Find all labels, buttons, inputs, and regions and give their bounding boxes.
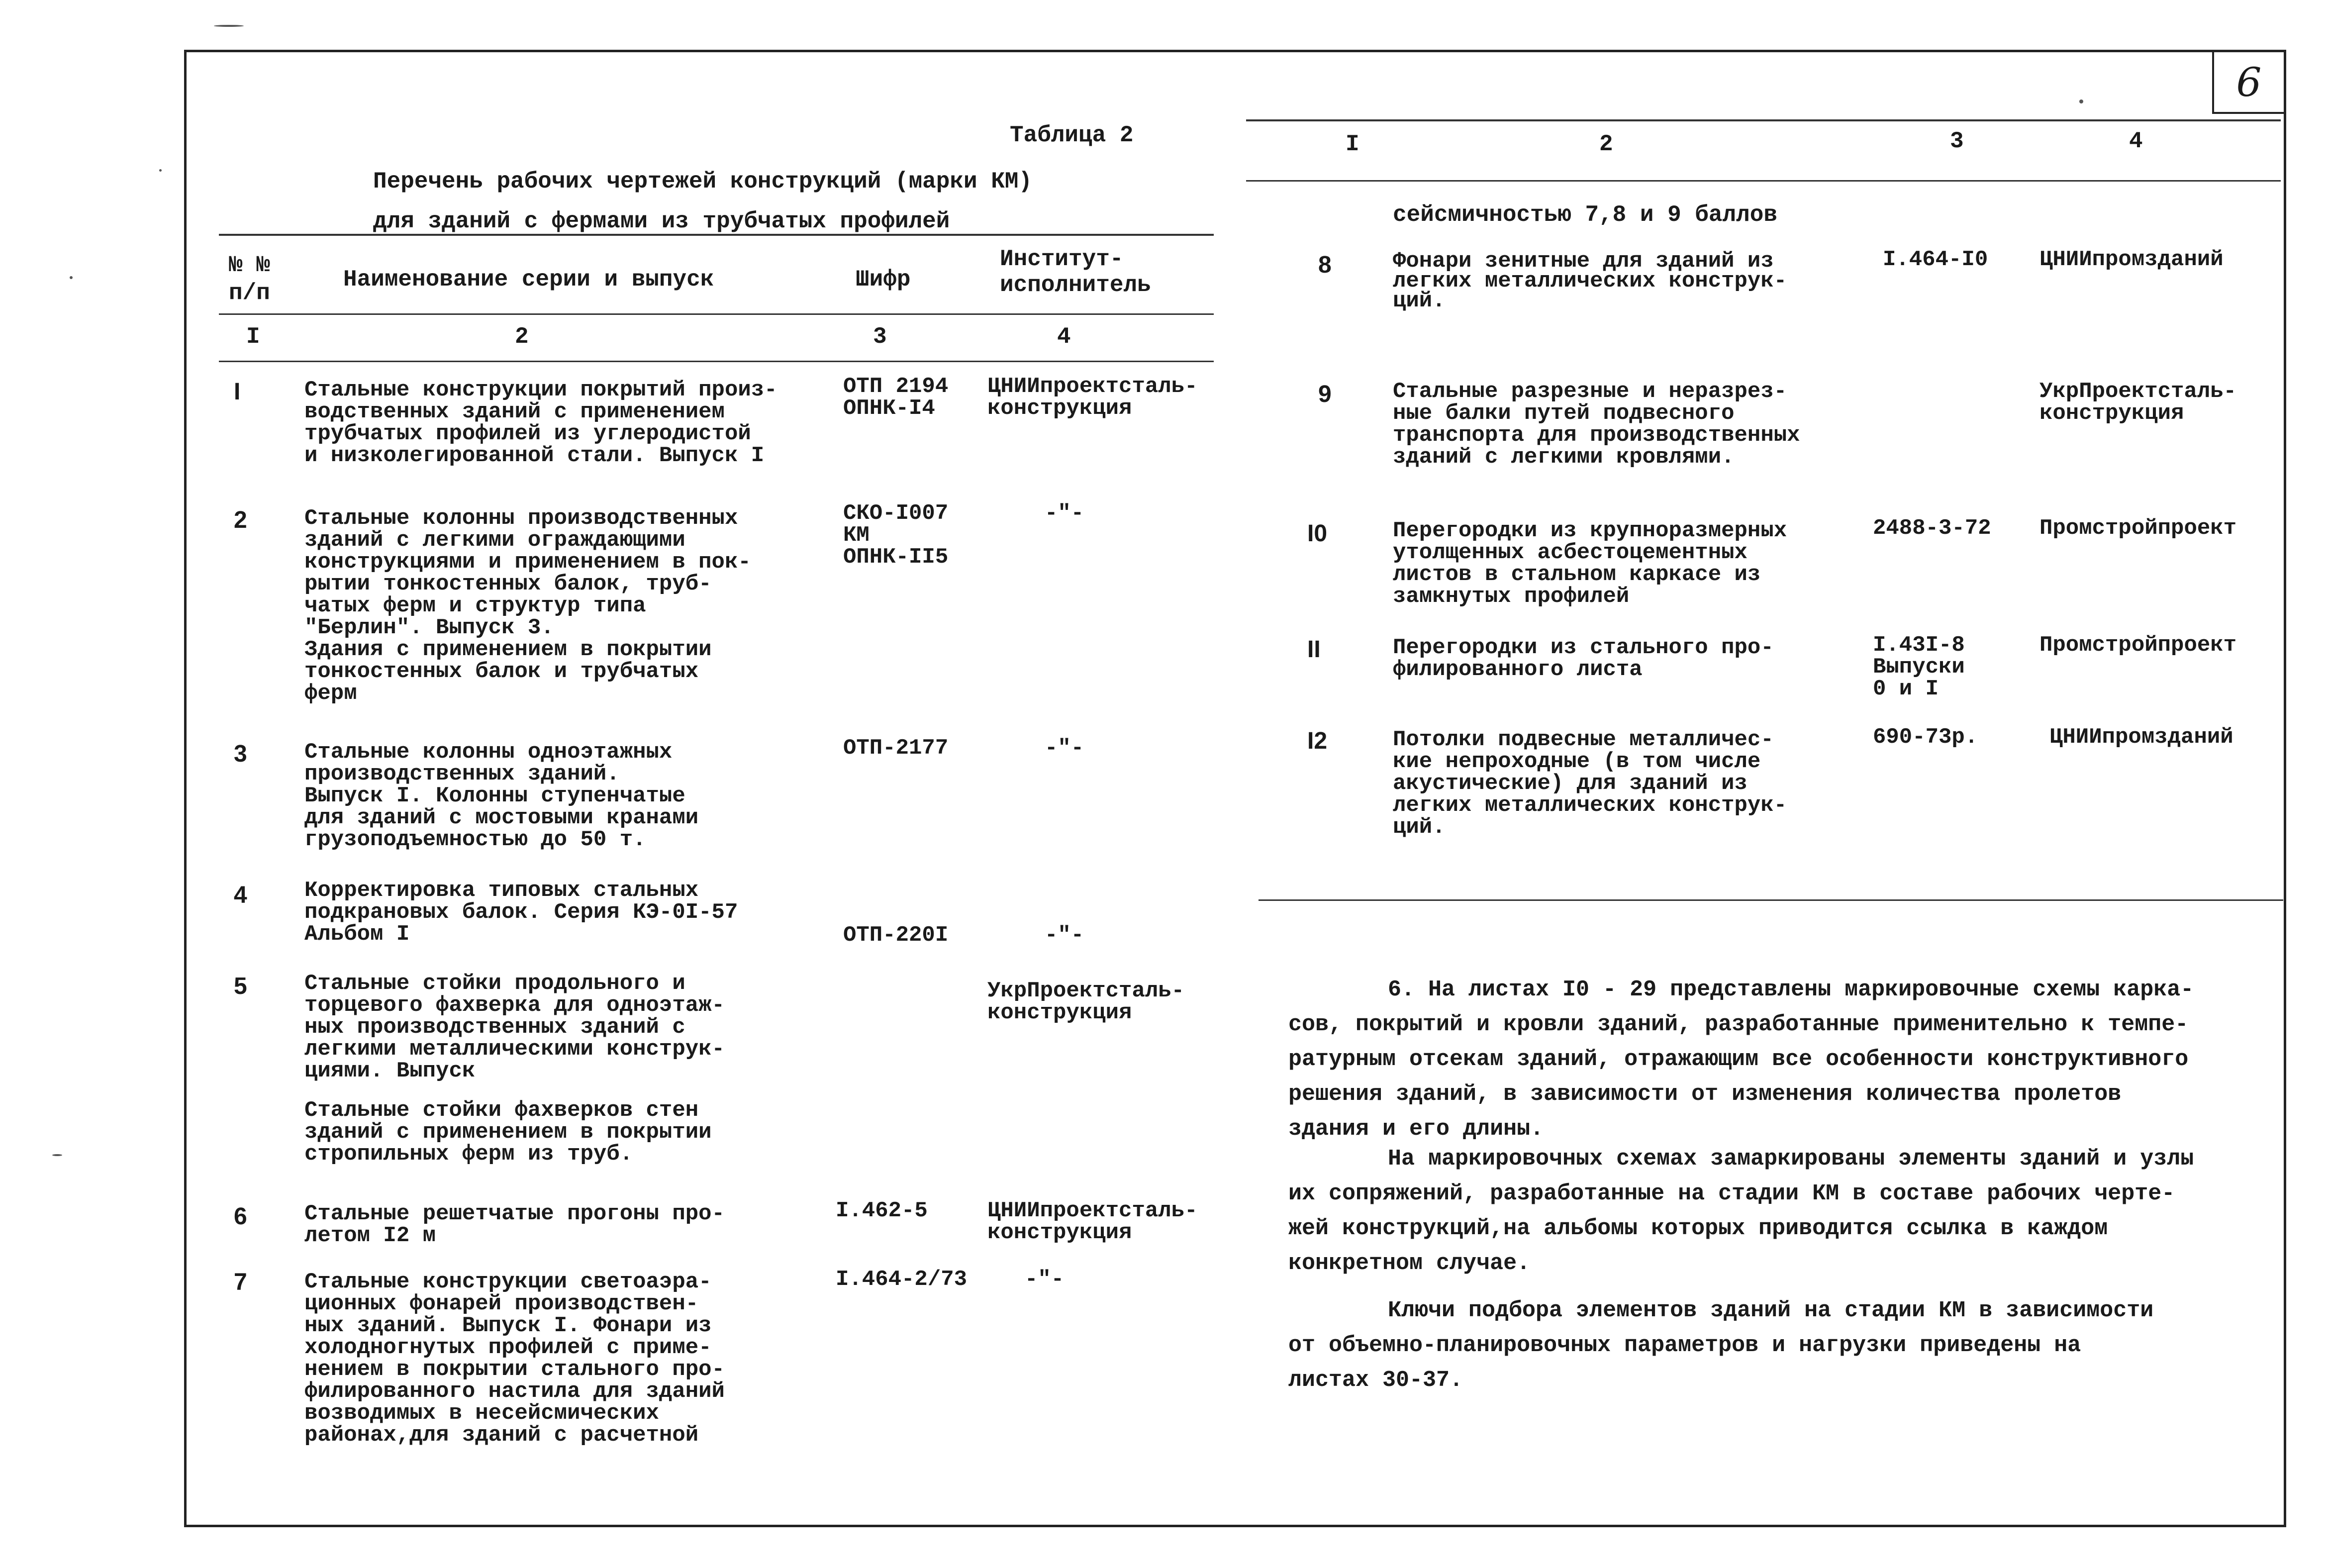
note-paragraph-3: Ключи подбора элементов зданий на стадии КМ в зависимости от объемно-планировочных параметров и нагрузки приведены на листах 30-37. [1288,1298,2154,1393]
left-row-1-code: ОТП 2194 ОПНК-I4 [843,374,949,421]
right-row-11-code: I.43I-8 Выпуски 0 и I [1873,633,1965,701]
right-row-11-name: Перегородки из стального про- филированного листа [1393,635,1774,682]
left-row-5-num: 5 [234,973,247,999]
table-label: Таблица 2 [1010,122,1134,148]
right-row-11-num: II [1307,636,1321,663]
left-row-4-code: ОТП-220I [843,923,949,948]
right-header-top-rule [1246,119,2281,121]
sheet-number: 6 [2212,52,2284,114]
left-row-2-org: -"- [1045,501,1084,526]
scan-speck [159,169,162,172]
left-row-4-org: -"- [1045,923,1084,948]
left-row-7-code: I.464-2/73 [836,1267,968,1292]
left-colnum-2: 2 [515,324,529,350]
right-row-12-code: 690-73р. [1873,725,1978,750]
note-paragraph-1: 6. На листах I0 - 29 представлены маркировочные схемы карка- сов, покрытий и кровли зданий, разработанные применительно к темпе- ратурным отсекам зданий, отражающим все особенности конструктивного решения зданий, в зависимости от изменения количества пролетов здания и его длины. [1288,977,2194,1142]
left-header-org: Институт- исполнитель [1000,246,1151,298]
left-row-5-name: Стальные стойки продольного и торцевого фахверка для одноэтаж- ных производственных зданий с легкими металлическими конструк- циями. Выпуск [304,971,725,1083]
right-row-8-name: Фонари зенитные для зданий из легких металлических конструк- ций. [1393,249,1787,313]
right-row-10-org: Промстройпроект [2039,516,2237,541]
right-row-9-name: Стальные разрезные и неразрез- ные балки путей подвесного транспорта для производственных зданий с легкими кровлями. [1393,379,1800,470]
table-title: Перечень рабочих чертежей конструкций (марки КМ) для зданий с фермами из трубчатых профилей [373,169,1033,234]
right-row-12-num: I2 [1307,728,1328,754]
right-table-bottom-rule [1259,899,2283,901]
right-row-10-num: I0 [1307,520,1328,547]
right-colnum-2: 2 [1599,131,1613,157]
left-row-6-code: I.462-5 [836,1198,928,1223]
left-row-6-num: 6 [234,1203,247,1230]
right-colnum-3: 3 [1950,128,1964,154]
right-row-9-num: 9 [1318,381,1332,407]
right-colnum-4: 4 [2129,128,2143,154]
scan-speck [52,1154,62,1156]
left-row-5-org: УкрПроектсталь- конструкция [987,979,1185,1025]
left-row-2-name: Стальные колонны производственных зданий с легкими ограждающими конструкциями и применением в пок- рытии тонкостенных балок, труб- чатых ферм и структур типа "Берлин". Выпуск 3. Здания с применением в покрытии тонкостенных балок и трубчатых ферм [304,506,751,706]
left-colnum-3: 3 [873,324,887,350]
scan-speck [2079,99,2083,103]
right-row-8-num: 8 [1318,252,1332,278]
left-row-3-name: Стальные колонны одноэтажных производственных зданий. Выпуск I. Колонны ступенчатые для зданий с мостовыми кранами грузоподъемностью до 50 т. [304,740,699,852]
left-row-7-num: 7 [234,1269,247,1295]
left-header-code: Шифр [856,267,911,293]
left-row-7-name: Стальные конструкции светоаэра- ционных фонарей производствен- ных зданий. Выпуск I. Фонари из холодногнутых профилей с приме- нением в покрытии стального про- филированного настила для зданий возводимых в несейсмических районах,для зданий с расчетной [304,1270,725,1448]
left-row-3-org: -"- [1045,736,1084,761]
left-row-3-code: ОТП-2177 [843,736,949,761]
left-header-mid-rule [219,313,1214,315]
left-row-4-name: Корректировка типовых стальных подкрановых балок. Серия КЭ-0I-57 Альбом I [304,878,738,947]
right-row-10-code: 2488-3-72 [1873,516,1991,541]
left-row-3-num: 3 [234,741,247,767]
left-row-1-num: I [234,379,241,405]
left-row-2-code: СКО-I007 КМ ОПНК-II5 [843,501,949,570]
left-colnum-4: 4 [1057,324,1071,350]
left-row-6-org: ЦНИИпроектсталь- конструкция [987,1198,1198,1245]
right-row-8-org: ЦНИИпромзданий [2039,247,2224,272]
note-paragraph-2: На маркировочных схемах замаркированы элементы зданий и узлы их сопряжений, разработанные на стадии КМ в составе рабочих черте- жей конструкций,на альбомы которых приводится ссылка в каждом конкретном случае. [1288,1146,2194,1276]
left-header-name: Наименование серии и выпуск [343,267,714,293]
left-header-bottom-rule [219,361,1214,362]
left-row-4-num: 4 [234,882,247,908]
right-row-12-name: Потолки подвесные металличес- кие непроходные (в том числе акустические) для зданий из легких металлических конструк- ций. [1393,727,1787,840]
right-row-9-org: УкрПроектсталь- конструкция [2039,379,2237,426]
left-row-7-org: -"- [1025,1267,1065,1292]
left-row-6-name: Стальные решетчатые прогоны про- летом I2 м [304,1201,725,1248]
left-row-2-num: 2 [234,507,247,533]
left-row-1-name: Стальные конструкции покрытий произ- водственных зданий с применением трубчатых профилей из углеродистой и низколегированной стали. Выпуск I [304,378,777,468]
left-row-5-name-cont: Стальные стойки фахверков стен зданий с применением в покрытии стропильных ферм из труб. [304,1098,712,1167]
scan-speck [70,276,73,279]
right-row-11-org: Промстройпроект [2039,633,2237,658]
right-row-10-name: Перегородки из крупноразмерных утолщенных асбестоцементных листов в стальном каркасе из замкнутых профилей [1393,518,1787,609]
right-continuation: сейсмичностью 7,8 и 9 баллов [1393,202,1777,228]
scan-speck [214,25,244,27]
right-header-bottom-rule [1246,180,2281,182]
right-row-12-org: ЦНИИпромзданий [2049,725,2233,750]
left-header-top-rule [219,234,1214,236]
left-header-num: № № п/п [229,252,270,306]
right-row-8-code: I.464-I0 [1883,247,1988,272]
left-colnum-1: I [246,324,260,350]
right-colnum-1: I [1346,131,1359,157]
left-row-1-org: ЦНИИпроектсталь- конструкция [987,374,1198,421]
